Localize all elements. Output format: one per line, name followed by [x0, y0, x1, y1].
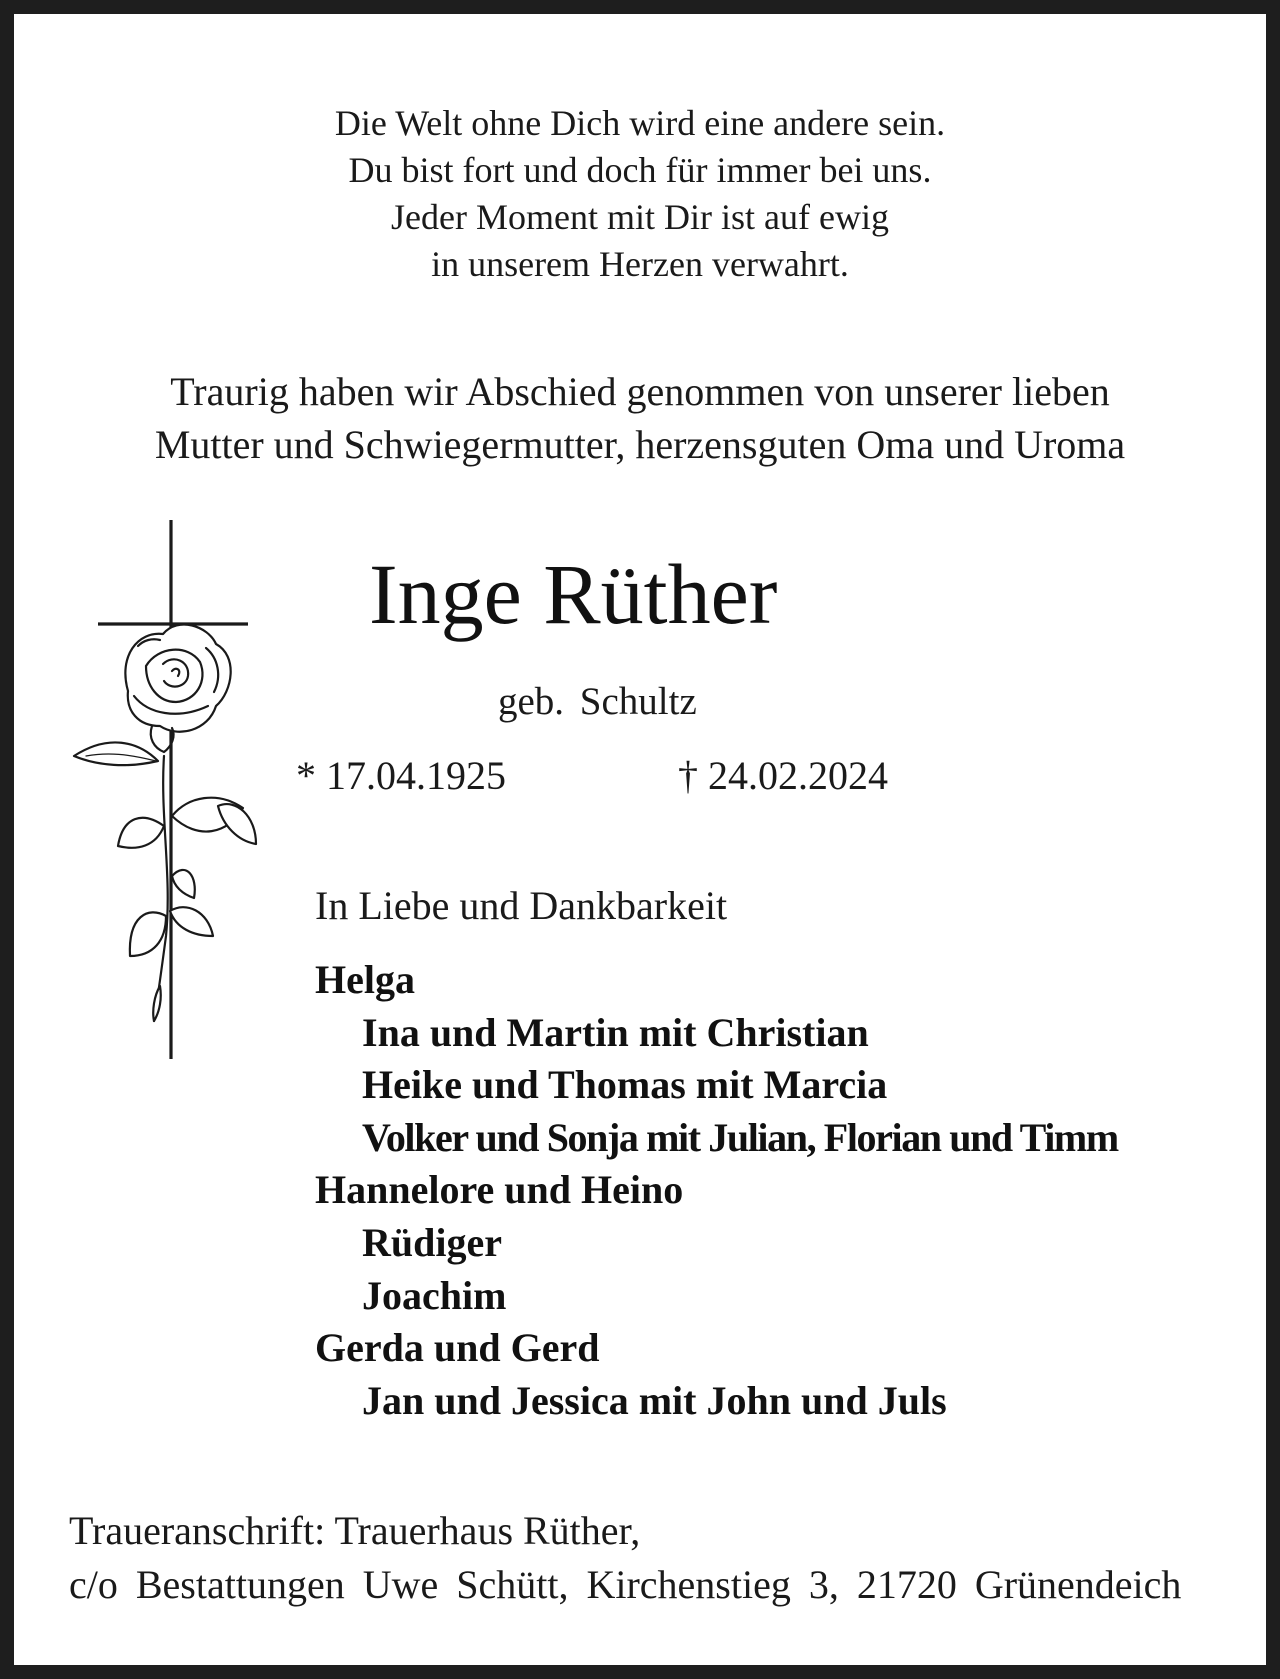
mourner-entry: Hannelore und Heino [315, 1167, 684, 1213]
mourning-address [69, 1504, 1181, 1612]
mourner-entry: Joachim [362, 1272, 507, 1318]
address-line: c/o Bestattungen Uwe Schütt, Kirchenstieg 3, 21720 Grünendeich [69, 1562, 1182, 1607]
death-date: † 24.02.2024 [678, 753, 888, 798]
address-line: Traueranschrift: Trauerhaus Rüther, [69, 1508, 641, 1553]
memorial-poem [14, 100, 1266, 288]
mourners-list [315, 954, 1118, 1427]
deceased-name: Inge Rüther [369, 546, 778, 642]
mourner-entry: Volker und Sonja mit Julian, Florian und Timm [362, 1114, 1118, 1160]
cross-icon [98, 520, 248, 1059]
intro-line: Traurig haben wir Abschied genommen von unserer lieben [170, 369, 1110, 414]
intro-line: Mutter und Schwiegermutter, herzensguten Oma und Uroma [154, 422, 1126, 467]
mourner-entry: Jan und Jessica mit John und Juls [362, 1377, 947, 1423]
poem-line: Du bist fort und doch für immer bei uns. [348, 150, 932, 190]
announcement-intro [14, 365, 1266, 471]
maiden-name: geb. Schultz [498, 680, 697, 723]
cross-and-rose-emblem [68, 516, 268, 1061]
mourner-entry: Heike und Thomas mit Marcia [362, 1062, 888, 1108]
birth-date: * 17.04.1925 [296, 753, 506, 798]
poem-line: Jeder Moment mit Dir ist auf ewig [391, 197, 889, 237]
poem-line: in unserem Herzen verwahrt. [431, 244, 849, 284]
mourner-entry: Rüdiger [362, 1219, 502, 1265]
mourner-entry: Gerda und Gerd [315, 1325, 600, 1371]
poem-line: Die Welt ohne Dich wird eine andere sein. [334, 103, 946, 143]
closing-phrase: In Liebe und Dankbarkeit [315, 883, 728, 928]
mourner-entry: Helga [315, 957, 415, 1002]
rose-icon [74, 625, 256, 1021]
mourner-entry: Ina und Martin mit Christian [362, 1009, 869, 1055]
